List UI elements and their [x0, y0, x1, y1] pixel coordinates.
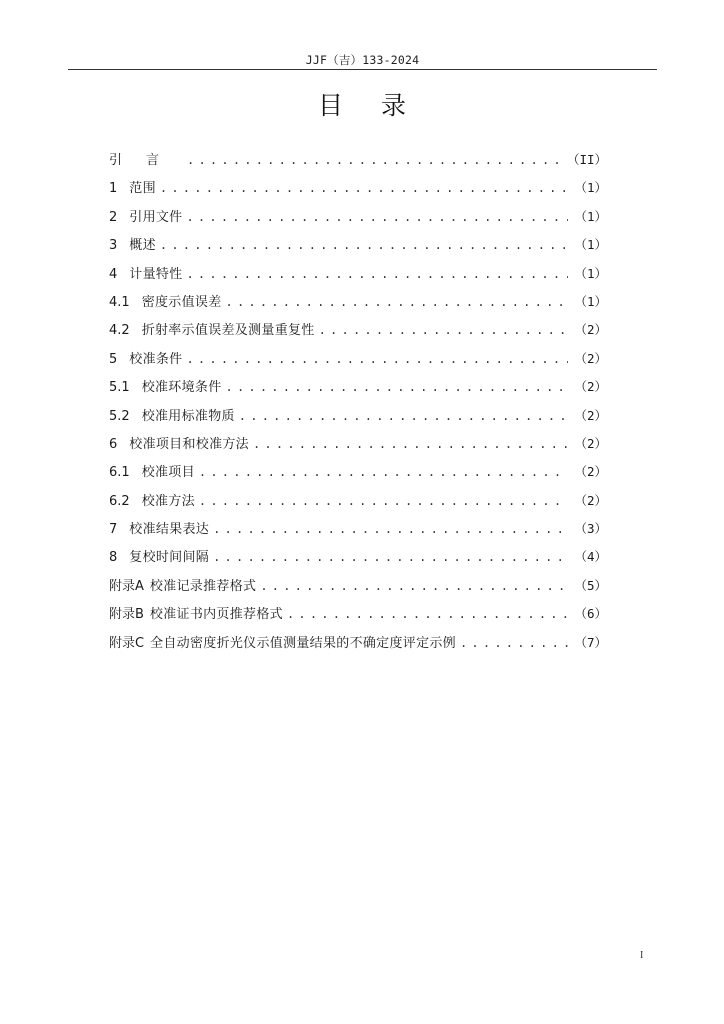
toc-entry-label: 校准方法 — [141, 493, 195, 509]
toc-entry[interactable] — [109, 320, 607, 348]
toc-dot-leader — [287, 604, 569, 624]
toc-entry-page: （1） — [574, 180, 607, 196]
toc-entry-page: （2） — [574, 322, 607, 338]
toc-entry[interactable] — [109, 207, 607, 235]
toc-entry-number: 附录C — [109, 635, 145, 651]
toc-entry-page: （II） — [566, 152, 607, 167]
toc-entry[interactable] — [109, 462, 607, 490]
toc-entry[interactable] — [109, 547, 607, 575]
toc-dot-leader — [213, 547, 568, 567]
toc-entry[interactable] — [109, 349, 607, 377]
toc-entry-number: 5 — [109, 351, 118, 367]
toc-dot-leader — [239, 406, 569, 426]
toc-entry-label: 引言 — [109, 153, 184, 168]
toc-entry-page: （2） — [574, 492, 607, 508]
toc-entry-label: 校准证书内页推荐格式 — [149, 607, 283, 623]
toc-entry-appendix[interactable] — [109, 633, 607, 661]
toc-dot-leader — [226, 377, 569, 397]
toc-entry-number: 4.2 — [109, 323, 130, 339]
toc-dot-leader — [187, 150, 561, 170]
toc-dot-leader — [460, 633, 568, 653]
toc-entry-label: 复校时间间隔 — [129, 550, 210, 566]
toc-entry-number: 7 — [109, 522, 118, 538]
toc-entry-page: （5） — [574, 577, 607, 593]
toc-dot-leader — [186, 349, 568, 369]
toc-entry-page: （2） — [574, 464, 607, 480]
toc-entry-introduction[interactable] — [109, 150, 607, 178]
toc-entry[interactable] — [109, 178, 607, 206]
toc-dot-leader — [186, 207, 568, 227]
toc-dot-leader — [199, 462, 569, 482]
toc-entry-number: 1 — [109, 181, 118, 197]
toc-entry-appendix[interactable] — [109, 604, 607, 632]
toc-entry-label: 校准环境条件 — [141, 380, 222, 396]
toc-entry[interactable] — [109, 519, 607, 547]
toc-dot-leader — [253, 434, 568, 454]
toc-entry-page: （1） — [574, 265, 607, 281]
toc-entry-label: 校准条件 — [129, 351, 183, 367]
toc-entry-page: （2） — [574, 350, 607, 366]
toc-entry-label: 校准记录推荐格式 — [149, 578, 257, 594]
toc-entry-label: 概述 — [129, 238, 156, 254]
toc-entry-number: 4.1 — [109, 294, 130, 310]
toc-entry-number: 5.1 — [109, 380, 130, 396]
toc-entry-label: 密度示值误差 — [141, 294, 222, 310]
toc-entry-label: 范围 — [129, 181, 156, 197]
toc-entry-number: 3 — [109, 238, 118, 254]
toc-entry-page: （2） — [574, 379, 607, 395]
toc-entry-page: （4） — [574, 549, 607, 565]
toc-entry-label: 引用文件 — [129, 209, 183, 225]
toc-entry-number: 2 — [109, 209, 118, 225]
header-divider — [68, 69, 657, 70]
toc-entry[interactable] — [109, 235, 607, 263]
toc-dot-leader — [260, 576, 568, 596]
toc-entry-number: 5.2 — [109, 408, 130, 424]
toc-entry-label: 校准项目和校准方法 — [129, 436, 249, 452]
toc-dot-leader — [213, 519, 568, 539]
toc-entry-number: 附录B — [109, 607, 144, 623]
toc-entry[interactable] — [109, 377, 607, 405]
toc-entry-appendix[interactable] — [109, 576, 607, 604]
toc-dot-leader — [160, 235, 569, 255]
toc-entry-label: 校准项目 — [141, 465, 195, 481]
document-code-header: JJF（吉）133-2024 — [305, 53, 420, 67]
toc-entry-page: （2） — [574, 435, 607, 451]
toc-entry[interactable] — [109, 434, 607, 462]
toc-dot-leader — [160, 178, 569, 198]
toc-entry-page: （1） — [574, 208, 607, 224]
toc-entry[interactable] — [109, 292, 607, 320]
toc-entry[interactable] — [109, 491, 607, 519]
toc-dot-leader — [226, 292, 569, 312]
toc-entry-label: 校准结果表达 — [129, 522, 210, 538]
toc-entry-page: （1） — [574, 237, 607, 253]
toc-entry-label: 全自动密度折光仪示值测量结果的不确定度评定示例 — [150, 635, 456, 651]
page-title: 目录 — [317, 91, 444, 120]
toc-entry-page: （6） — [574, 606, 607, 622]
toc-entry-number: 附录A — [109, 578, 144, 594]
toc-entry-number: 6.2 — [109, 493, 130, 509]
toc-dot-leader — [319, 320, 569, 340]
toc-entry-label: 计量特性 — [129, 266, 183, 282]
toc-dot-leader — [186, 264, 568, 284]
page-number: I — [640, 950, 644, 961]
toc-entry-page: （2） — [574, 407, 607, 423]
toc-entry-number: 6 — [109, 436, 118, 452]
toc-entry[interactable] — [109, 264, 607, 292]
toc-entry-number: 8 — [109, 550, 118, 566]
table-of-contents — [109, 150, 607, 661]
toc-entry[interactable] — [109, 406, 607, 434]
toc-entry-page: （1） — [574, 293, 607, 309]
toc-entry-number: 4 — [109, 266, 118, 282]
toc-entry-page: （7） — [574, 634, 607, 650]
toc-entry-label: 校准用标准物质 — [141, 408, 235, 424]
toc-entry-page: （3） — [574, 521, 607, 537]
toc-dot-leader — [199, 491, 569, 511]
toc-entry-number: 6.1 — [109, 465, 130, 481]
toc-entry-label: 折射率示值误差及测量重复性 — [141, 323, 315, 339]
